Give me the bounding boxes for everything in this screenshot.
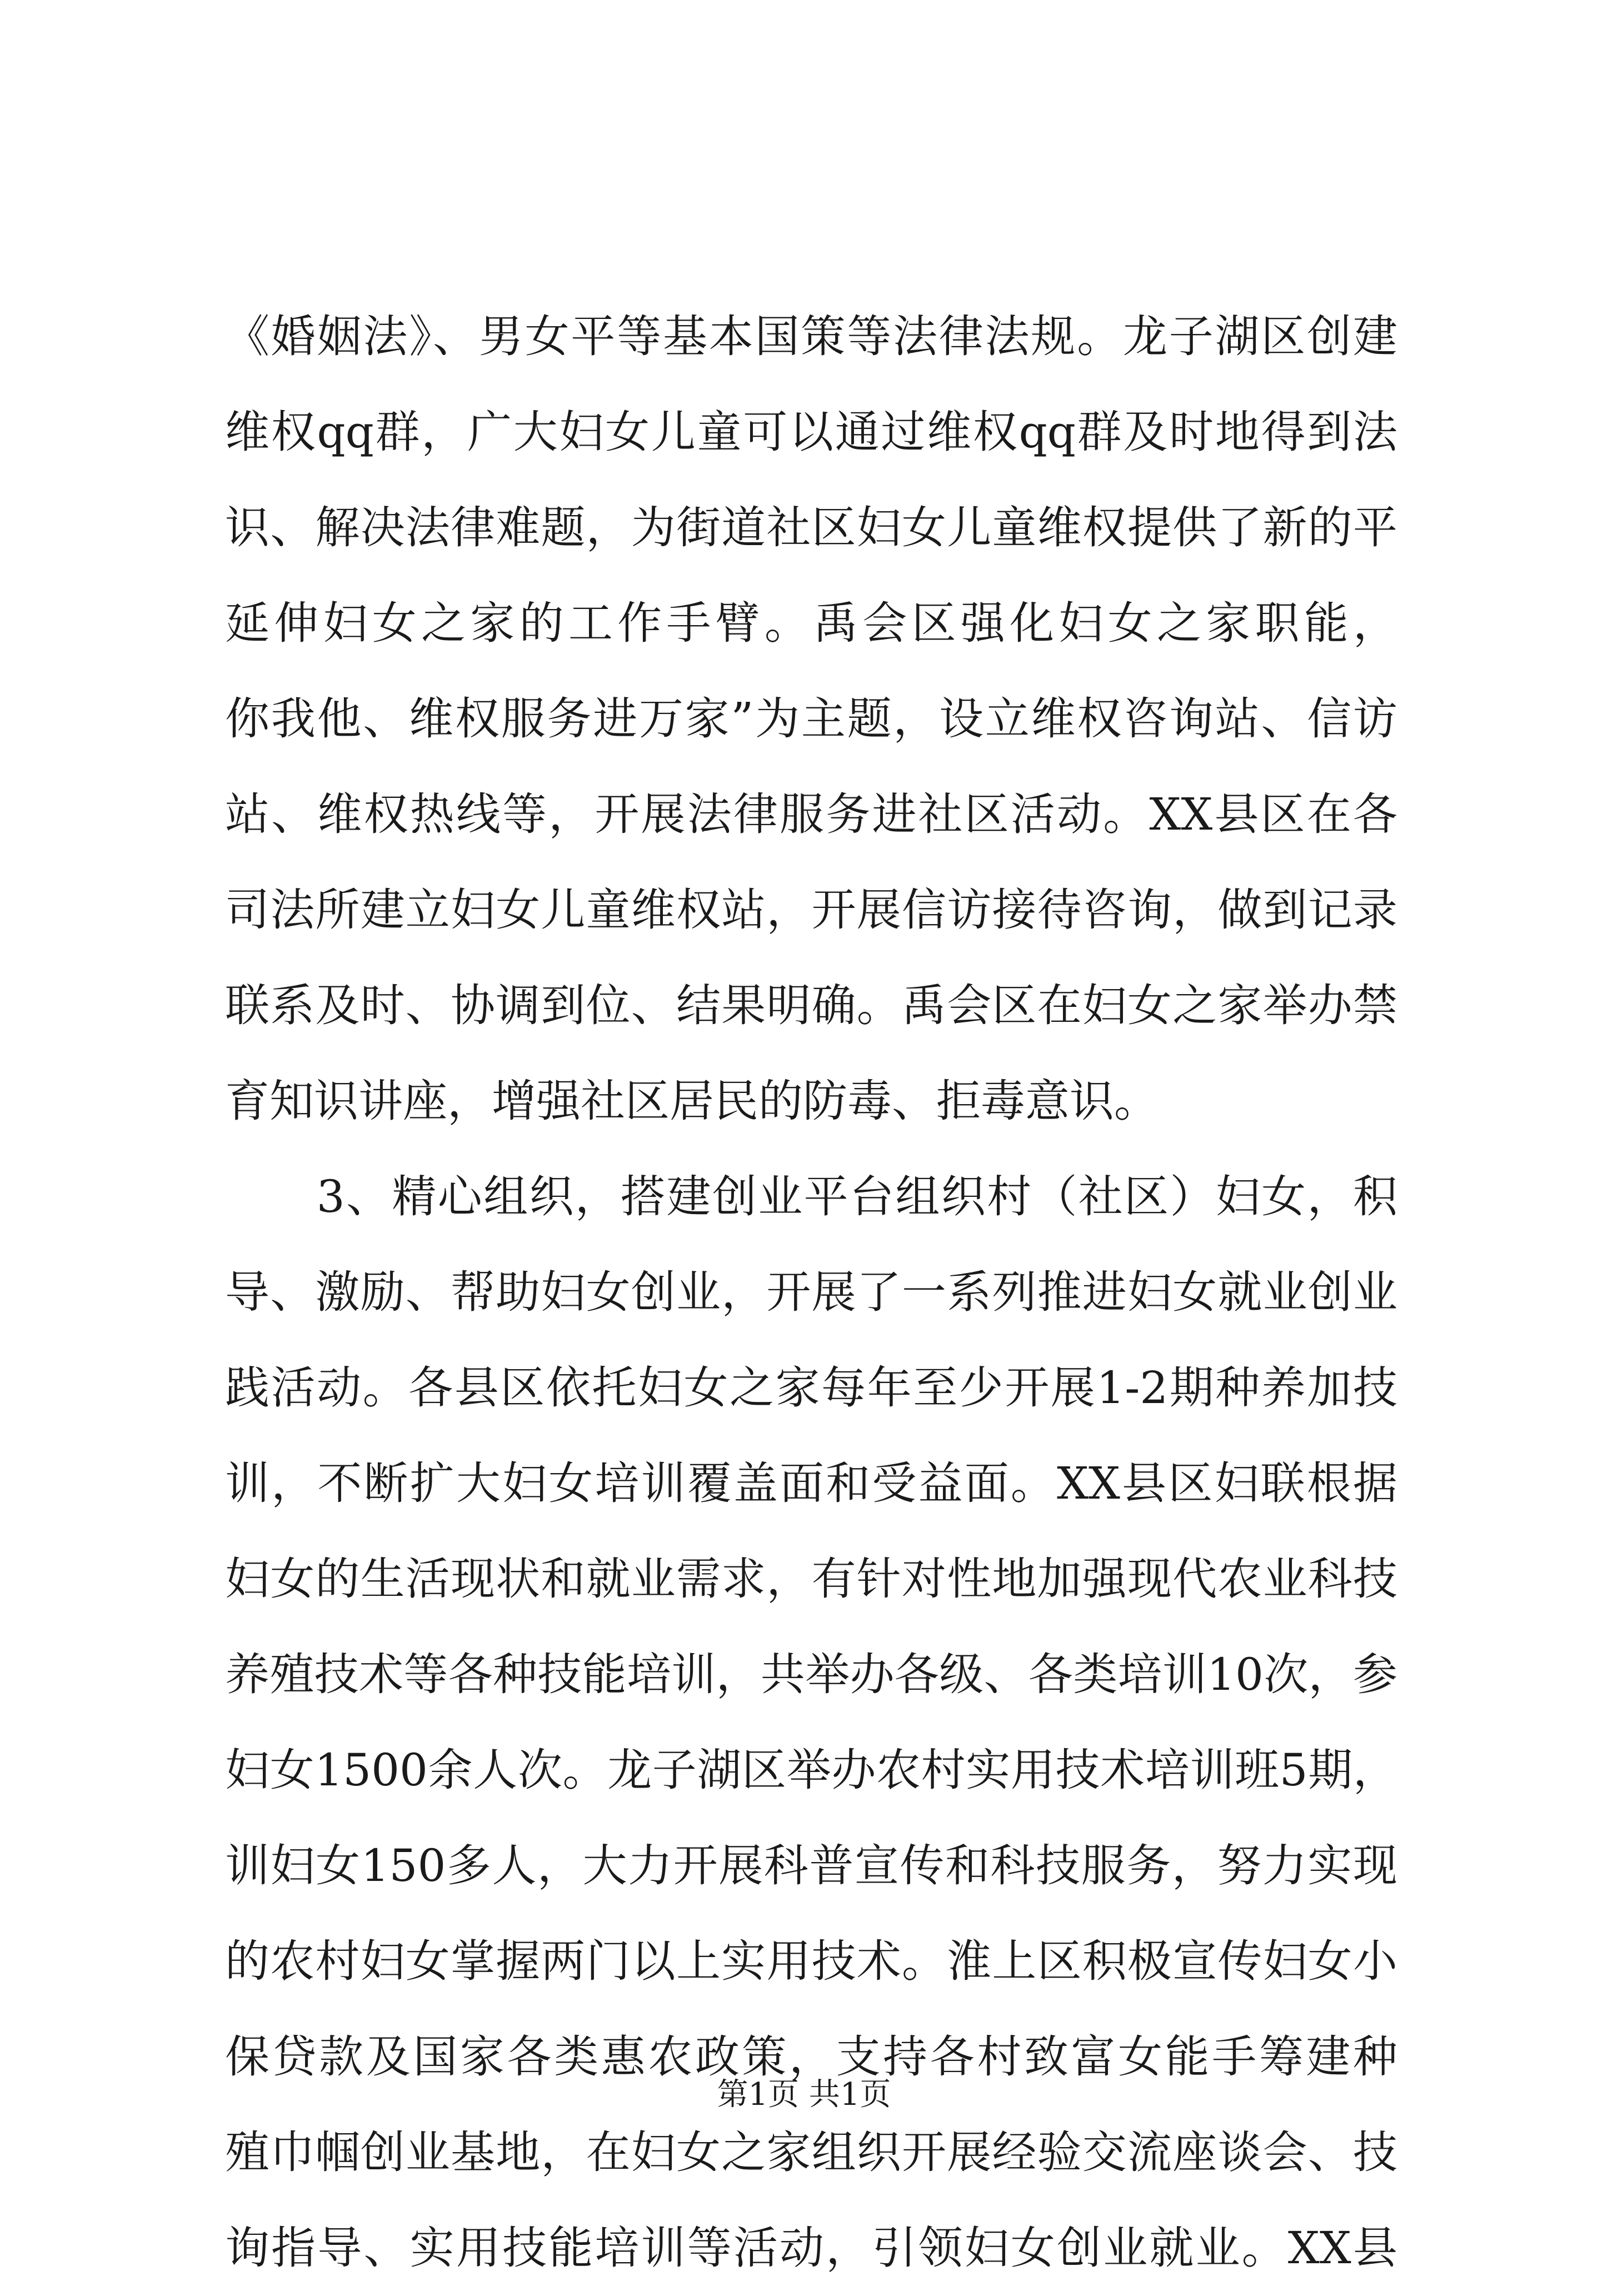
- text-line-14: 妇女的生活现状和就业需求，有针对性地加强现代农业科技: [225, 1553, 1397, 1605]
- text-line-5: 你我他、维权服务进万家”为主题，设立维权咨询站、信访: [225, 693, 1397, 745]
- text-line-6: 站、维权热线等，开展法律服务进社区活动。XX县区在各: [225, 788, 1397, 840]
- text-line-9: 育知识讲座，增强社区居民的防毒、拒毒意识。: [225, 1075, 1158, 1127]
- text-line-12: 践活动。各县区依托妇女之家每年至少开展1-2期种养加技: [225, 1362, 1397, 1414]
- text-line-20: 殖巾帼创业基地，在妇女之家组织开展经验交流座谈会、技: [225, 2127, 1397, 2178]
- text-line-2: 维权qq群，广大妇女儿童可以通过维权qq群及时地得到法: [225, 406, 1397, 458]
- text-line-8: 联系及时、协调到位、结果明确。禹会区在妇女之家举办禁: [225, 980, 1397, 1031]
- text-line-4: 延伸妇女之家的工作手臂。禹会区强化妇女之家职能，: [225, 597, 1397, 649]
- body-text: [225, 289, 1397, 2296]
- text-line-3: 识、解决法律难题，为街道社区妇女儿童维权提供了新的平: [225, 502, 1397, 553]
- text-line-7: 司法所建立妇女儿童维权站，开展信访接待咨询，做到记录: [225, 884, 1397, 936]
- text-line-16: 妇女1500余人次。龙子湖区举办农村实用技术培训班5期，: [225, 1744, 1397, 1796]
- text-line-17: 训妇女150多人，大力开展科普宣传和科技服务，努力实现: [225, 1840, 1397, 1891]
- text-line-18: 的农村妇女掌握两门以上实用技术。淮上区积极宣传妇女小: [225, 1935, 1397, 1987]
- text-line-13: 训，不断扩大妇女培训覆盖面和受益面。XX县区妇联根据: [225, 1458, 1397, 1509]
- text-line-11: 导、激励、帮助妇女创业，开展了一系列推进妇女就业创业: [225, 1266, 1397, 1318]
- text-line-21: 询指导、实用技能培训等活动，引领妇女创业就业。XX县: [225, 2222, 1397, 2274]
- text-line-1: 《婚姻法》、男女平等基本国策等法律法规。龙子湖区创建: [225, 311, 1397, 362]
- page-footer: 第1页 共1页: [717, 2077, 891, 2113]
- text-line-19: 保贷款及国家各类惠农政策，支持各村致富女能手筹建种: [225, 2031, 1397, 2083]
- text-line-15: 养殖技术等各种技能培训，共举办各级、各类培训10次，参: [225, 1649, 1397, 1700]
- text-line-10: 3、精心组织，搭建创业平台组织村（社区）妇女，积: [316, 1171, 1397, 1222]
